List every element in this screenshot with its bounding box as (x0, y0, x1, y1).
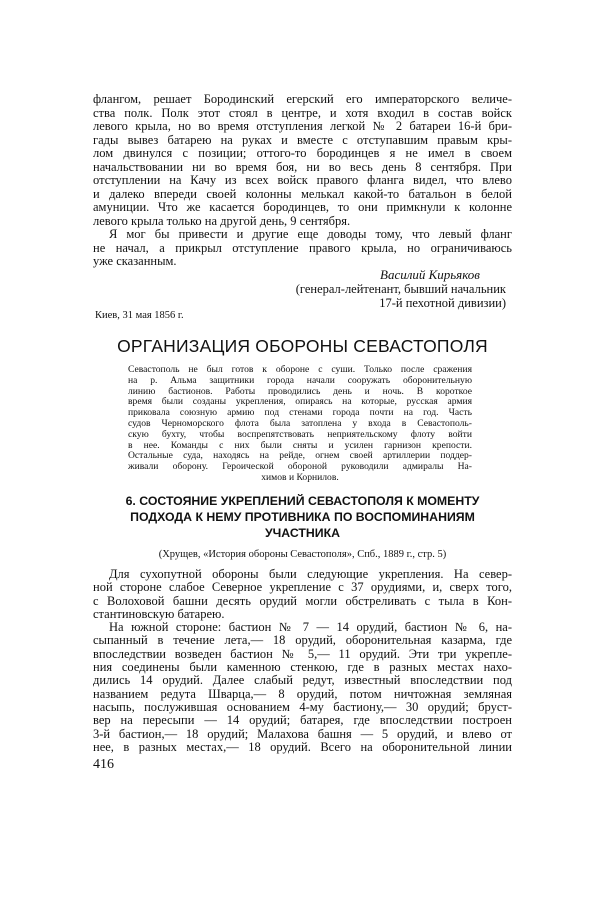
chapter-heading-line: УЧАСТНИКА (264, 526, 341, 540)
text-line: стантиновскую батарею. (93, 607, 225, 621)
text-line: гады вывез батарею на руках и вместе с отступавшим правым кры- (93, 133, 512, 147)
chapter-heading-line: 6. СОСТОЯНИЕ УКРЕПЛЕНИЙ СЕВАСТОПОЛЯ К МОМЕНТУ (125, 494, 480, 508)
text-line: ной стороне слабое Северное укрепление с 37 орудиями, и, сверх того, (93, 581, 512, 595)
text-line: Для сухопутной обороны были следующие укрепления. На север- (109, 568, 512, 581)
intro-line: скую бухту, чтобы воспрепятствовать неприятельскому флоту войти (128, 429, 472, 440)
text-line: начальствовании ни во время боя, ни во весь день 8 сентября. При (93, 160, 512, 174)
intro-line: время были созданы укрепления, опираясь на которые, русская армия (128, 397, 472, 408)
text-line: Я мог бы привести и другие еще доводы тому, что левый фланг (109, 228, 512, 241)
text-line: амуниции. Что же касается бородинцев, то они примкнули к колонне (93, 201, 512, 214)
text-line: ства полк. Полк этот стоял в центре, и хотя входил в состав войск (93, 106, 512, 120)
text-line: насыпь, послужившая основанием 4-му бастиону,— 30 орудий; бруст- (93, 700, 512, 714)
text-line: названием редута Шварца,— 8 орудий, потом ничтожная земляная (93, 687, 512, 701)
chapter-heading (93, 493, 512, 541)
text-line: лом двинулся с позиции; оттого-то бородинцев я не имел в своем (93, 147, 512, 160)
text-line: с Волоховой башни десять орудий могли обстреливать с тыла в Кон- (93, 594, 512, 608)
intro-line: Остальные суда, находясь на рейде, огнем своей артиллерии поддер- (128, 451, 472, 462)
text-line: не начал, а прикрыл отступление правого крыла, но ограничиваюсь (93, 241, 512, 255)
text-line: флангом, решает Бородинский егерский его императорского величе- (93, 93, 512, 106)
text-line: отступлении на Качу из всех войск правого фланга видел, что влево (93, 174, 512, 187)
intro-line: на р. Альма защитники города начали сооружать оборонительную (128, 375, 472, 386)
text-line: вер на пересыпи — 14 орудий; батарея, где впоследствии построен (93, 714, 512, 728)
intro-line: живали оборону. Героической обороной руководили адмиралы На- (128, 462, 472, 473)
text-line: уже сказанным. (93, 255, 177, 268)
text-line: ния соединены были каменною стенкою, где в разных местах нахо- (93, 661, 512, 675)
intro-line: химов и Корнилов. (261, 472, 339, 483)
section-title: ОРГАНИЗАЦИЯ ОБОРОНЫ СЕВАСТОПОЛЯ (117, 336, 488, 356)
intro-line: в нее. Команды с них были сняты и усилен гарнизон крепости. (128, 440, 472, 451)
text-line: 3-й бастион,— 18 орудий; Малахова башня — 5 орудий, и влево от (93, 727, 512, 741)
intro-line: приковала союзную армию под стенами города почти на год. Часть (128, 408, 472, 419)
signature-role-line: 17-й пехотной дивизии) (379, 295, 506, 310)
signature-role (296, 283, 506, 310)
intro-line: Севастополь не был готов к обороне с суши. Только после сражения (128, 365, 472, 375)
text-line: нее, в разных местах,— 18 орудий. Всего на оборонительной линии (93, 740, 512, 754)
text-line: и далеко впереди своей колонны мелькал какой-то батальон в белой (93, 187, 512, 201)
chapter-heading-line: ПОДХОДА К НЕМУ ПРОТИВНИКА ПО ВОСПОМИНАНИЯМ (130, 510, 475, 524)
intro-line: линию бастионов. Работы проводились день и ночь. В короткое (128, 386, 472, 397)
intro-line: судов Черноморского флота была затоплена у входа в Севастополь- (128, 418, 472, 429)
signature-role-line: (генерал-лейтенант, бывший начальник (295, 282, 506, 296)
memoir-text (93, 93, 512, 269)
text-line: впоследствии возведен бастион № 5,— 11 орудий. Эти три укрепле- (93, 647, 512, 661)
section-intro (128, 365, 472, 484)
page-number: 416 (93, 757, 114, 772)
text-line: левого крыла только на другой день, 9 сентября. (93, 214, 351, 228)
memoir-date: Киев, 31 мая 1856 г. (95, 310, 184, 321)
text-line: дились 14 орудий. Далее слабый редут, известный впоследствии под (93, 674, 512, 688)
text-line: сыпанный в течение лета,— 18 орудий, оборонительная казарма, где (93, 634, 512, 648)
text-line: левого крыла, но во время отступления легкой № 2 батареи 16-й бри- (93, 120, 512, 133)
chapter-body (93, 568, 512, 754)
chapter-citation: (Хрущев, «История обороны Севастополя», Спб., 1889 г., стр. 5) (158, 549, 447, 560)
signature-name: Василий Кирьяков (380, 267, 480, 282)
text-line: На южной стороне: бастион № 7 — 14 орудий, бастион № 6, на- (109, 621, 512, 635)
